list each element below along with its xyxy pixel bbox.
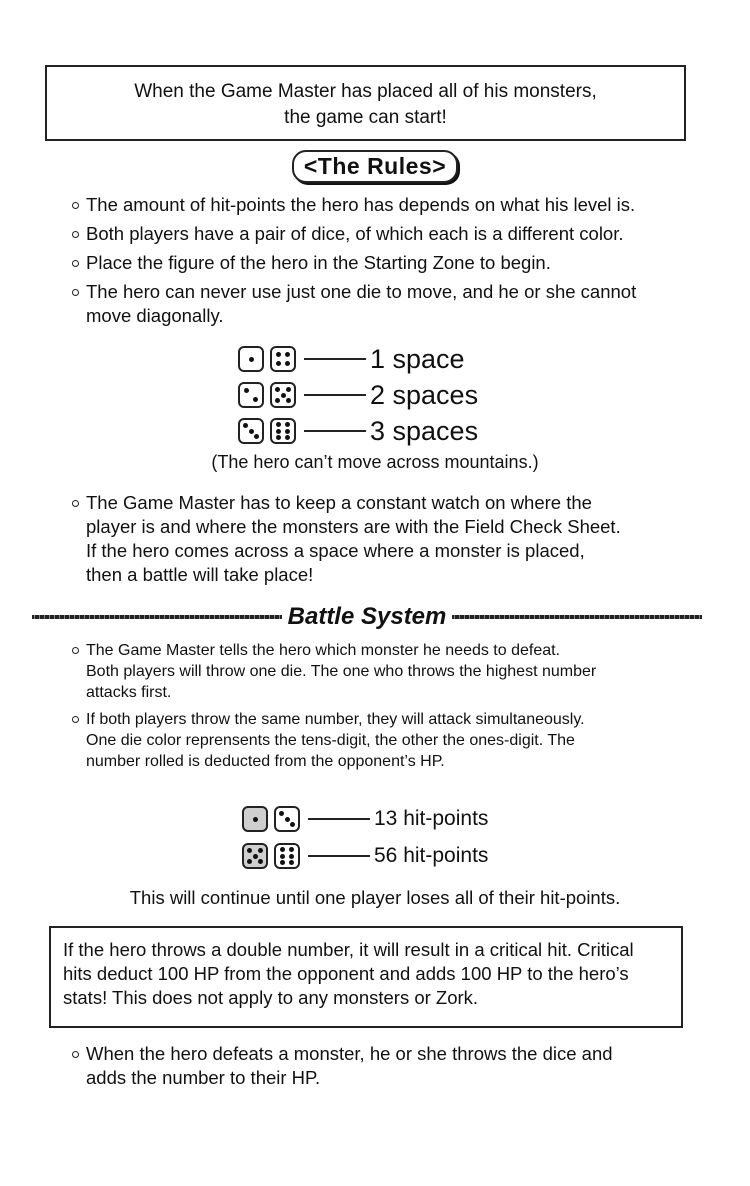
die-icon bbox=[238, 346, 264, 372]
rule-text: Both players have a pair of dice, of which each is a different color. bbox=[86, 223, 624, 244]
battle-rule-text: One die color reprensents the tens-digit, the other the ones-digit. The bbox=[86, 732, 575, 749]
die-pip bbox=[286, 398, 291, 403]
die-pip bbox=[276, 352, 281, 357]
intro-line-1: When the Game Master has placed all of his monsters, bbox=[134, 81, 597, 102]
die-pip bbox=[244, 388, 249, 393]
die-pip bbox=[286, 387, 291, 392]
die-pip bbox=[285, 422, 290, 427]
defeat-list bbox=[72, 1042, 692, 1090]
field-check-list bbox=[72, 491, 692, 587]
die-icon bbox=[238, 382, 264, 408]
connector-line bbox=[308, 855, 370, 857]
hp-label: 13 hit-points bbox=[374, 807, 489, 830]
movement-note: (The hero can’t move across mountains.) bbox=[211, 452, 539, 472]
hp-label: 56 hit-points bbox=[374, 844, 489, 867]
die-pip bbox=[281, 393, 286, 398]
hp-row bbox=[242, 806, 488, 832]
rules-title bbox=[0, 150, 750, 183]
die-pip bbox=[275, 398, 280, 403]
die-pip bbox=[276, 435, 281, 440]
battle-rule-text: The Game Master tells the hero which monster he needs to defeat. bbox=[86, 642, 561, 659]
header-rule-left bbox=[32, 615, 282, 619]
rule-text: The amount of hit-points the hero has depends on what his level is. bbox=[86, 194, 636, 215]
die-pip bbox=[253, 854, 258, 859]
die-pip bbox=[285, 435, 290, 440]
battle-rule-text: Both players will throw one die. The one who throws the highest number bbox=[86, 663, 597, 680]
die-pip bbox=[289, 847, 294, 852]
die-pip bbox=[258, 848, 263, 853]
die-icon bbox=[242, 843, 268, 869]
field-check-item bbox=[72, 491, 692, 587]
critical-text: hits deduct 100 HP from the opponent and adds 100 HP to the hero’s bbox=[63, 963, 629, 984]
critical-hit-box bbox=[49, 926, 683, 1028]
die-pip bbox=[280, 847, 285, 852]
die-icon bbox=[270, 418, 296, 444]
movement-label: 2 spaces bbox=[370, 380, 479, 410]
die-pip bbox=[275, 387, 280, 392]
die-pip bbox=[285, 352, 290, 357]
die-pip bbox=[253, 817, 258, 822]
die-pip bbox=[280, 860, 285, 865]
die-pip bbox=[253, 397, 258, 402]
field-check-text: player is and where the monsters are with the Field Check Sheet. bbox=[86, 516, 621, 537]
movement-row bbox=[238, 380, 478, 410]
movement-label: 1 space bbox=[370, 344, 465, 374]
die-pip bbox=[289, 860, 294, 865]
die-pip bbox=[254, 434, 259, 439]
connector-line bbox=[308, 818, 370, 820]
battle-system-header bbox=[32, 601, 702, 633]
rules-list bbox=[72, 193, 692, 328]
die-pip bbox=[247, 848, 252, 853]
field-check-text: then a battle will take place! bbox=[86, 564, 314, 585]
die-icon bbox=[270, 346, 296, 372]
die-pip bbox=[258, 859, 263, 864]
die-icon bbox=[270, 382, 296, 408]
battle-rule-text: number rolled is deducted from the opponent’s HP. bbox=[86, 753, 445, 770]
rule-text: Place the figure of the hero in the Starting Zone to begin. bbox=[86, 252, 551, 273]
connector-line bbox=[304, 394, 366, 396]
header-rule-right bbox=[452, 615, 702, 619]
die-icon bbox=[242, 806, 268, 832]
die-pip bbox=[279, 811, 284, 816]
battle-rule-text: attacks first. bbox=[86, 684, 172, 701]
die-pip bbox=[285, 817, 290, 822]
die-pip bbox=[285, 429, 290, 434]
die-pip bbox=[285, 361, 290, 366]
die-pip bbox=[249, 357, 254, 362]
battle-system-title: Battle System bbox=[287, 603, 447, 630]
rule-item bbox=[72, 222, 692, 246]
rule-item bbox=[72, 193, 692, 217]
rule-item bbox=[72, 280, 692, 328]
continue-text: This will continue until one player loses all of their hit-points. bbox=[129, 887, 621, 908]
intro-box bbox=[45, 65, 686, 141]
hp-row bbox=[242, 843, 488, 869]
rules-title-label: <The Rules> bbox=[292, 150, 458, 183]
die-pip bbox=[276, 361, 281, 366]
rule-text: move diagonally. bbox=[86, 305, 224, 326]
defeat-text: When the hero defeats a monster, he or she throws the dice and bbox=[86, 1043, 613, 1064]
defeat-text: adds the number to their HP. bbox=[86, 1067, 321, 1088]
die-pip bbox=[290, 822, 295, 827]
field-check-text: The Game Master has to keep a constant watch on where the bbox=[86, 492, 592, 513]
die-pip bbox=[276, 422, 281, 427]
die-pip bbox=[280, 854, 285, 859]
critical-text: stats! This does not apply to any monsters or Zork. bbox=[63, 987, 479, 1008]
movement-row bbox=[238, 344, 465, 374]
movement-label: 3 spaces bbox=[370, 416, 479, 446]
defeat-item bbox=[72, 1042, 692, 1090]
battle-rules-list bbox=[72, 640, 692, 772]
battle-rule-item bbox=[72, 709, 692, 772]
connector-line bbox=[304, 430, 366, 432]
field-check-text: If the hero comes across a space where a monster is placed, bbox=[86, 540, 585, 561]
die-icon bbox=[238, 418, 264, 444]
die-icon bbox=[274, 843, 300, 869]
rule-text: The hero can never use just one die to move, and he or she cannot bbox=[86, 281, 637, 302]
die-pip bbox=[276, 429, 281, 434]
battle-rule-text: If both players throw the same number, they will attack simultaneously. bbox=[86, 711, 585, 728]
die-icon bbox=[274, 806, 300, 832]
critical-text: If the hero throws a double number, it will result in a critical hit. Critical bbox=[63, 939, 634, 960]
connector-line bbox=[304, 358, 366, 360]
die-pip bbox=[243, 423, 248, 428]
die-pip bbox=[247, 859, 252, 864]
die-pip bbox=[289, 854, 294, 859]
battle-rule-item bbox=[72, 640, 692, 703]
movement-row bbox=[238, 416, 478, 446]
intro-line-2: the game can start! bbox=[284, 107, 447, 128]
die-pip bbox=[249, 429, 254, 434]
rule-item bbox=[72, 251, 692, 275]
